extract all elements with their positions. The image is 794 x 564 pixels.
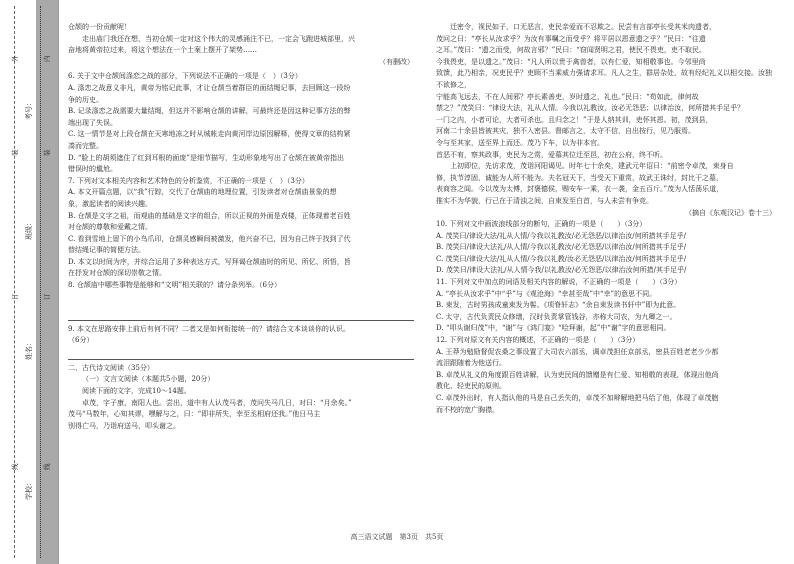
q6-option-a: A. 涤恋之战意义非凡，黄帝为铭记此事，才让仓颉当着群臣的面结绳记事，去回顾这一段纷	[68, 83, 351, 92]
q12-option-b: B. 卓茂从礼义的角度跟百姓讲解，认为吏民间的馈赠是有仁爱、知相敬的表现，体现出他尚	[436, 370, 719, 379]
q12-option-b-cont: 教化、轻吏民的原则。	[436, 382, 506, 391]
q6-option-c-cont: 凑而完整。	[68, 141, 103, 150]
classical-text-line: 别得亡马，乃诣府送马，叩头谢之。	[68, 421, 180, 430]
classical-text-line: 迁密令，视民如子，口无恶言，吏民亲爱而不忍欺之。民尝有言部亭长受其米肉遗者，	[450, 23, 716, 31]
q6-option-d-cont: 错误时的尴尬。	[68, 165, 117, 174]
classical-text-line: 茂马“马数年，心知其谬，嘿解与之，曰：“即非所失，幸至丞相府还我。”他日马主	[68, 410, 321, 419]
q12-option-a-cont: 流泪跟随着为他送行。	[436, 359, 506, 368]
binding-margin	[0, 0, 59, 564]
q11-option-d: D. “叩头谢归茂”中，“谢”与《鸿门宴》“哙拜谢，起”中“谢”字的意思相同。	[436, 324, 671, 333]
q6-option-c: C. 这一情节是对上段仓颉在天寒地冻之时从城帐走向黄河岸边原因解释，使得文章的结构紧	[68, 130, 351, 139]
inner-dotted-line	[40, 6, 41, 558]
q7-option-c-cont: 替结绳记事的简便方法。	[68, 246, 145, 255]
q7-option-c: C. 看到雪地上留下的小鸟爪印，仓颉灵感瞬间被激发，他兴奋不已，因为自己终于找到了代	[68, 234, 351, 243]
question-7: 7. 下列对文本相关内容和艺术特色的分析鉴赏，不正确的一项是（ ）（3分）	[68, 176, 309, 185]
q11-option-a: A. “亭长从汝求乎”中“乎”与《观沧海》“幸甚至哉”中“幸”的意思不同。	[436, 289, 657, 298]
q10-option-d: D. 茂笑曰/律设大法礼/从人情今我/以礼教汝/必无怨恶/以律治汝何所措/其手足乎/	[436, 266, 687, 275]
q11-option-c: C. 太守，古代负责民众修缮，汉时负责掌管钱谷，亦称大司农，为九卿之一。	[436, 312, 677, 321]
binding-mark-outer-2: 装	[11, 149, 19, 156]
question-10: 10. 下列对文中画波浪线部分的断句，正确的一项是（ ）（3分）	[436, 220, 647, 229]
text-line: 走出庙门我还在想，当初仓颉一定对这个伟大的灵感涌注不已，一定会飞跑进城部里，兴	[82, 34, 355, 43]
q7-option-b-cont: 对仓颉的尊敬和爱戴之情。	[68, 223, 152, 232]
text-line: 奋地将黄帝拉过来，将这个想法在一个土案上摆开了架势……	[68, 46, 257, 55]
left-column	[68, 22, 414, 432]
binding-mark-outer-1: 外	[11, 55, 19, 62]
source-note: （有删改）	[379, 57, 414, 66]
page-footer: 高三语文试题 第3页 共5页	[350, 533, 444, 541]
exam-number-field: 考号：	[25, 99, 33, 120]
classical-text-line: 表商容之闾。今以茂为太傅，封褒德侯，赐安车一乘，衣一袭，金五百斤。”茂为人恬荡乐道，	[436, 185, 724, 194]
name-field: 姓名：	[25, 339, 33, 360]
classical-text-line: 上初即位，先访求茂，茂诣河阳谒见。时年七十余矣，建武元年诏曰：“前密令卓茂，束身自	[450, 162, 734, 171]
answer-space-8[interactable]	[68, 292, 414, 308]
right-column	[436, 22, 776, 416]
q6-option-b: B. 记录涤恋之战需要大量结绳，但这并不影响仓颉的讲解，可最终还是因这种记事方法的弊	[68, 107, 351, 116]
q6-option-a-cont: 争的历史。	[68, 95, 103, 104]
classical-text-line: 令与至其家，送至界上而还。茂乃下车，以为非本官。	[436, 138, 604, 147]
q7-option-d: D. 本文以时间为序，并综合运用了多种表达方式，写拜谒仓颉庙时的所见、所忆、所悟，旨	[68, 257, 351, 266]
binding-mark-inner-2: 装	[43, 149, 51, 156]
question-11: 11. 下列对文中加点的词语及相关内容的解说，不正确的一项是（ ）（3分）	[436, 278, 682, 287]
source-note: （摘自《东观汉记》卷十三）	[685, 208, 776, 217]
q7-option-a-cont: 象，激起读者的阅读兴趣。	[68, 199, 152, 208]
q7-option-d-cont: 在抒发对仓颉的深切崇敬之情。	[68, 269, 166, 278]
text-line: 仓颉的一份贡献呢！	[68, 23, 131, 31]
classical-text-line: 修，执节淳固，诚能为人所不能为。夫名冠天下，当受天下重赏，故武王诛纣，封比干之墓，	[436, 173, 723, 182]
question-6: 6. 关于文中仓颉间涤恋之战的部分，下列说法不正确的一项是（ ）（3分）	[68, 72, 302, 81]
q7-option-a: A. 本文开篇点题，以“我”行踪，交代了仓颉庙的地理位置，引发读者对仓颉庙景象的想	[68, 188, 337, 197]
binding-mark-outer-4: 线	[11, 463, 19, 470]
classical-text-line: 茂问之曰：“亭长从汝求乎？为汝有事嘱之而受乎？将平居以恩意遗之乎？”民曰：“往遗	[436, 34, 706, 43]
question-12: 12. 下列对原文有关内容的概述，不正确的一项是（ ）（3分）	[436, 336, 640, 345]
answer-line-8[interactable]	[68, 310, 414, 321]
classical-text-line: 首恶不宥，察其政事，吏民为之赏，爱慕其位迁至邑，初在公府，终不听。	[436, 150, 667, 159]
subsection-heading: （一）文言文阅读（本题共5小题，20分）	[82, 375, 215, 384]
q12-option-a: A. 王莽为勉励督促农桑之事设置了大司农六部丞，调卓茂担任京部丞，密县百姓老老少少都	[436, 347, 719, 356]
classical-text-line: 卓茂，字子康，南阳人也。尝出，道中有人认茂马者，茂问失马几日，对曰：“月余矣。”	[82, 398, 352, 407]
answer-line-9[interactable]	[68, 349, 414, 360]
binding-mark-outer-3: 订	[11, 293, 19, 300]
classical-text-line: 致馈，此乃相亲，况吏民乎？吏顾不当乘威力强请求耳。凡人之生，群居杂处，故有经纪礼义以相交接。汝独不欲修之，	[436, 69, 772, 89]
school-field: 学校：	[25, 479, 33, 500]
class-field: 班级：	[25, 219, 33, 240]
binding-mark-inner-1: 内	[43, 55, 51, 62]
q10-option-b: B. 茂笑曰/律设大法礼/从人情/今我以礼教汝/必无怨恶/以律治汝/何所措其手足乎/	[436, 243, 687, 252]
q6-option-b-cont: 端出现了失误。	[68, 118, 117, 127]
binding-mark-inner-3: 订	[43, 293, 51, 300]
classical-text-line: 今我畏吏，是以遗之。”茂曰：“凡人所以贵于禽兽者，以有仁爱，知相敬事也。今邻里尚	[436, 57, 706, 66]
question-9-score: （6分）	[68, 336, 94, 345]
q12-option-c: C. 卓茂外出时，有人指认他的马是自己丢失的，卓茂不加辩解地把马给了他，体现了卓茂胞	[436, 394, 719, 402]
question-8: 8. 仓颉庙中哪些事物是能够和“文明”相关联的？请分条列举。（6分）	[68, 281, 282, 290]
q10-option-a: A. 茂笑曰/律设大法/礼从人情/今我以礼教汝/必无怨恶/以律治汝/何所措其手足乎/	[436, 231, 687, 240]
q7-option-b: B. 仓颉是文字之祖，而观庙的基础是文字的组合，所以正视的外面是戏楼，正体现着老百姓	[68, 211, 351, 220]
binding-mark-inner-4: 线	[43, 463, 51, 470]
classical-text-line: 禁之？”茂笑曰：“律设大法，礼从人情。今我以礼教汝，汝必无怨恶；以律治汝，何所措其手足乎？	[436, 104, 745, 113]
q12-option-c-cont: 而不校的宽广胸襟。	[436, 405, 499, 414]
question-9: 9. 本文在思路安排上前后有何不同？二者又是如何衔接统一的？请结合文本谈谈你的认识。	[68, 324, 350, 333]
reading-instruction: 阅读下面的文字，完成10～14题。	[82, 387, 191, 396]
q11-option-b: B. 束发，古时男孩成童束发为髻。《项脊轩志》“余自束发读书轩中”即为此意。	[436, 301, 681, 310]
q10-option-c: C. 茂笑曰/律设大法/礼从人情/今我以礼教/汝必无怨恶/以律治汝/何所措其手足乎/	[436, 254, 687, 263]
classical-text-line: 河南二十余县皆被其灾，独不入密县。督邮言之，太守不信，自出按行，见乃服焉。	[436, 127, 695, 136]
classical-text-line: 推实不为华貌，行己在于清浊之间，自束发至白首，与人未尝有争竞。	[436, 196, 653, 205]
section-2-heading: 二、古代诗文阅读（35分）	[68, 363, 154, 372]
q6-option-d: D. “脸上的胡须遮住了红到耳根的面庞”是细节描写，生动形象地写出了仓颉在被黄帝指出	[68, 153, 344, 162]
classical-text-line: 宁能高飞远去，不在人间邪？亭长素善吏，岁时遗之，礼也。”民曰：“苟如此，律何故	[436, 92, 699, 101]
outer-dashed-line	[14, 6, 15, 558]
classical-text-line: 一门之内，小者可论，大者可杀也。且归念之！”于是人纳其训，吏怀其恩。初，茂到县，	[436, 115, 713, 124]
classical-text-line: 之耳。”茂曰：“遗之而受，何故言邪？”民曰：“窃闻贤明之君，使民不畏吏，吏不取民。	[436, 46, 706, 55]
